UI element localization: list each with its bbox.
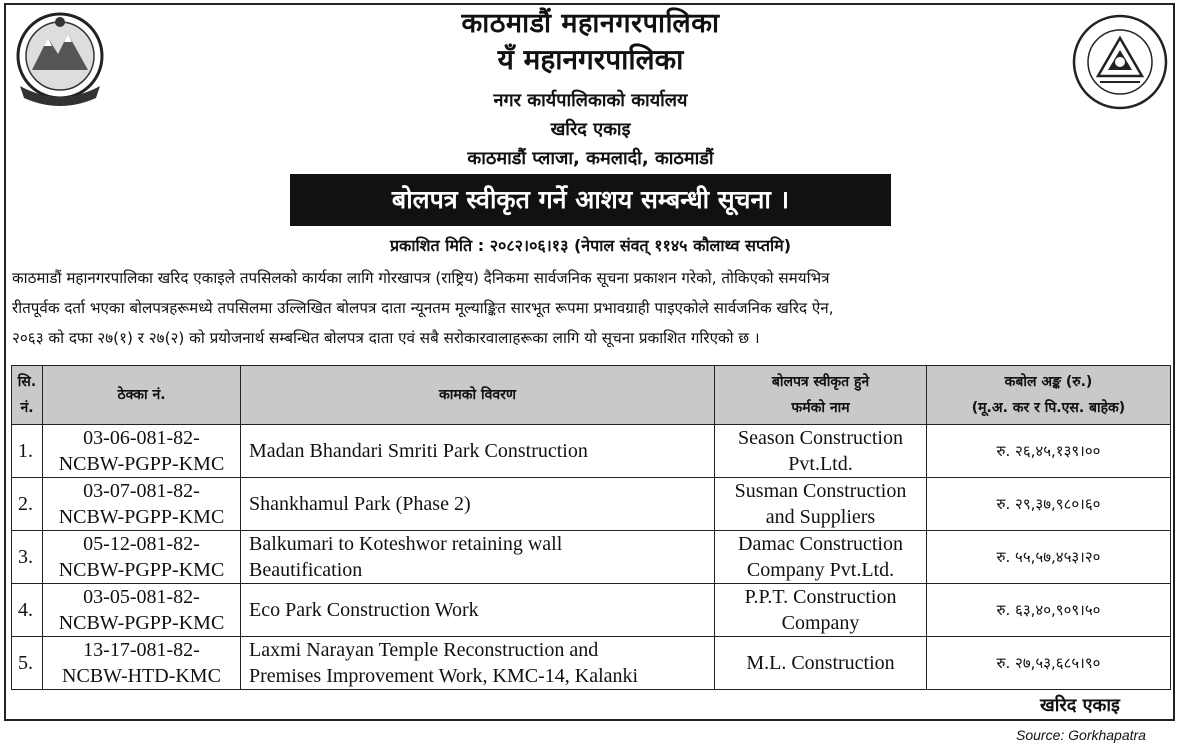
description-cell: Madan Bhandari Smriti Park Construction (241, 425, 715, 478)
header-firm: बोलपत्र स्वीकृत हुने फर्मको नाम (715, 366, 927, 425)
city-name-nepal-bhasa: यँ महानगरपालिका (497, 43, 684, 76)
amount-cell: रु. ६३,४०,९०९।५० (927, 584, 1171, 637)
header-description: कामको विवरण (241, 366, 715, 425)
contract-no-cell: 03-06-081-82- NCBW-PGPP-KMC (43, 425, 241, 478)
description-cell: Balkumari to Koteshwor retaining wall Beautification (241, 531, 715, 584)
table-row (12, 637, 1171, 690)
award-table (11, 365, 1171, 690)
table-row (12, 425, 1171, 478)
body-text-line: २०६३ को दफा २७(१) र २७(२) को प्रयोजनार्थ सम्बन्धित बोलपत्र दाता एवं सबै सरोकारवालाहरूका लागि यो सूचना प्रकाशित गरिएको छ । (12, 329, 760, 347)
serial-cell: 3. (12, 531, 43, 584)
signature-procurement-unit: खरिद एकाइ (1040, 695, 1120, 716)
firm-cell: P.P.T. Construction Company (715, 584, 927, 637)
serial-cell: 2. (12, 478, 43, 531)
office-address: काठमाडौं प्लाजा, कमलादी, काठमाडौं (467, 148, 714, 169)
firm-cell: M.L. Construction (715, 637, 927, 690)
serial-cell: 4. (12, 584, 43, 637)
source-credit: Source: Gorkhapatra (1016, 727, 1146, 743)
notice-title: बोलपत्र स्वीकृत गर्ने आशय सम्बन्धी सूचना । (290, 174, 891, 226)
table-row (12, 584, 1171, 637)
contract-no-cell: 13-17-081-82- NCBW-HTD-KMC (43, 637, 241, 690)
header-contract-no: ठेक्का नं. (43, 366, 241, 425)
firm-cell: Susman Construction and Suppliers (715, 478, 927, 531)
header-amount: कबोल अङ्क (रु.) (मू.अ. कर र पि.एस. बाहेक) (927, 366, 1171, 425)
published-date: प्रकाशित मिति : २०८२।०६।१३ (नेपाल संवत् ११४५ कौलाथ्व सप्तमि) (389, 236, 792, 255)
description-cell: Laxmi Narayan Temple Reconstruction and Premises Improvement Work, KMC-14, Kalanki (241, 637, 715, 690)
amount-cell: रु. २९,३७,९८०।६० (927, 478, 1171, 531)
firm-cell: Season Construction Pvt.Ltd. (715, 425, 927, 478)
table-row (12, 531, 1171, 584)
contract-no-cell: 05-12-081-82- NCBW-PGPP-KMC (43, 531, 241, 584)
body-text-line: रीतपूर्वक दर्ता भएका बोलपत्रहरूमध्ये तपसिलमा उल्लिखित बोलपत्र दाता न्यूनतम मूल्याङ्कित सारभूत रूपमा प्रभावग्राही पाइएकोले सार्वजनिक खरिद ऐन, (12, 299, 834, 317)
contract-no-cell: 03-05-081-82- NCBW-PGPP-KMC (43, 584, 241, 637)
serial-cell: 1. (12, 425, 43, 478)
table-row (12, 478, 1171, 531)
description-cell: Shankhamul Park (Phase 2) (241, 478, 715, 531)
body-text-line: काठमाडौं महानगरपालिका खरिद एकाइले तपसिलको कार्यका लागि गोरखापत्र (राष्ट्रिय) दैनिकमा सार्वजनिक सूचना प्रकाशन गरेको, तोकिएको समयभित्र (12, 269, 830, 287)
city-name-nepali: काठमाडौं महानगरपालिका (461, 8, 720, 39)
firm-cell: Damac Construction Company Pvt.Ltd. (715, 531, 927, 584)
amount-cell: रु. ५५,५७,४५३।२० (927, 531, 1171, 584)
header-serial: सि. नं. (12, 366, 43, 425)
contract-no-cell: 03-07-081-82- NCBW-PGPP-KMC (43, 478, 241, 531)
description-cell: Eco Park Construction Work (241, 584, 715, 637)
table-header-row (12, 366, 1171, 425)
amount-cell: रु. २६,४५,१३९।०० (927, 425, 1171, 478)
amount-cell: रु. २७,५३,६८५।९० (927, 637, 1171, 690)
office-name: नगर कार्यपालिकाको कार्यालय (493, 90, 688, 111)
procurement-unit: खरिद एकाइ (550, 119, 631, 140)
serial-cell: 5. (12, 637, 43, 690)
